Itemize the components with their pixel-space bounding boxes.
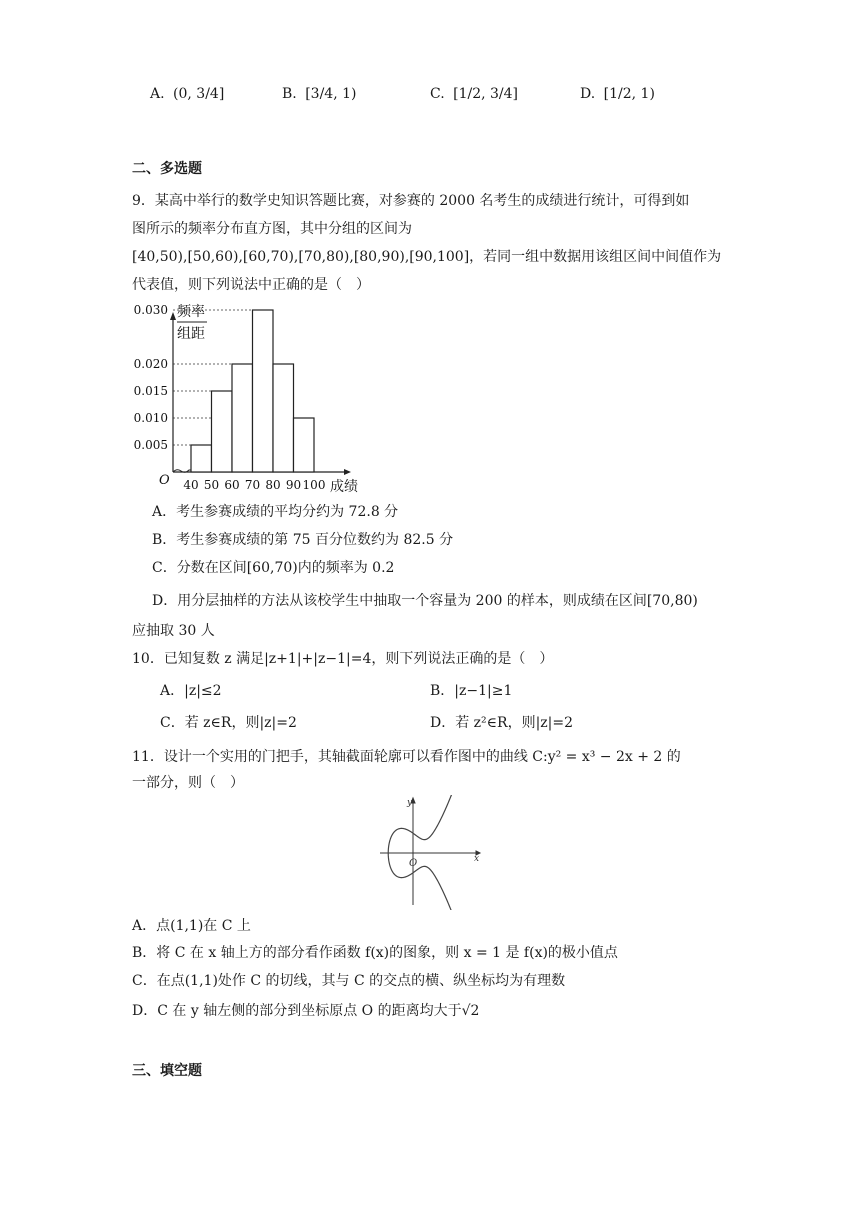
histogram-x-tick-label-6: 100 (302, 478, 326, 492)
q8-option-c: C. [1/2, 3/4] (430, 86, 519, 102)
q11-option-c: C．在点(1,1)处作 C 的切线，其与 C 的交点的横、纵坐标均为有理数 (132, 973, 566, 989)
curve-y-axis-label: y (407, 798, 413, 808)
q9-stem-line-1: 9．某高中举行的数学史知识答题比赛，对参赛的 2000 名考生的成绩进行统计，可得到如 (132, 193, 690, 209)
q8-option-a: A. (0, 3/4] (150, 86, 225, 102)
histogram-bar-3 (253, 310, 274, 472)
histogram-y-tick-label-0: 0.005 (133, 438, 168, 452)
histogram-y-tick-label-4: 0.030 (133, 303, 168, 317)
q11-stem-line-1: 11．设计一个实用的门把手，其轴截面轮廓可以看作图中的曲线 C:y² = x³ − 2x + 2 的 (132, 749, 681, 765)
frequency-histogram (125, 300, 385, 500)
curve-graph (378, 795, 483, 910)
q11-stem-line-2: 一部分，则（ ） (132, 775, 244, 791)
histogram-x-tick-label-0: 40 (183, 478, 199, 492)
q10-option-d: D．若 z²∈R，则|z|=2 (430, 715, 574, 731)
histogram-x-axis-label: 成绩 (330, 479, 358, 495)
histogram-y-axis-arrow (170, 312, 176, 320)
histogram-x-tick-label-4: 80 (265, 478, 281, 492)
q8-option-b: B. [3/4, 1) (282, 86, 357, 102)
q10-stem: 10．已知复数 z 满足|z+1|+|z−1|=4，则下列说法正确的是（ ） (132, 651, 554, 667)
q10-option-a: A．|z|≤2 (160, 683, 222, 699)
histogram-x-axis-arrow (344, 469, 351, 475)
histogram-x-tick-label-2: 60 (224, 478, 240, 492)
histogram-y-tick-label-3: 0.020 (133, 357, 168, 371)
q9-stem-line-3: [40,50),[50,60),[60,70),[70,80),[80,90),[90,100]，若同一组中数据用该组区间中间值作为 (132, 249, 722, 265)
curve-origin-label: O (409, 858, 418, 869)
q10-option-c: C．若 z∈R，则|z|=2 (160, 715, 297, 731)
histogram-x-tick-label-5: 90 (285, 478, 302, 492)
q9-option-d-line-1: D．用分层抽样的方法从该校学生中抽取一个容量为 200 的样本，则成绩在区间[70,80) (152, 593, 698, 609)
histogram-y-label-numerator: 频率 (177, 304, 205, 320)
histogram-y-tick-label-2: 0.015 (133, 384, 168, 398)
histogram-origin-label: O (159, 473, 170, 488)
section-title-multiple-choice: 二、多选题 (132, 161, 202, 177)
histogram-bar-0 (191, 445, 212, 472)
histogram-bar-5 (294, 418, 315, 472)
q9-option-b: B．考生参赛成绩的第 75 百分位数约为 82.5 分 (152, 532, 454, 548)
section-title-fill-in: 三、填空题 (132, 1063, 202, 1079)
histogram-y-tick-label-1: 0.010 (133, 411, 168, 425)
histogram-bar-4 (273, 364, 294, 472)
q11-option-b: B．将 C 在 x 轴上方的部分看作函数 f(x)的图象，则 x = 1 是 f(x)的极小值点 (132, 945, 618, 961)
histogram-x-tick-label-3: 70 (244, 478, 261, 492)
q9-stem-line-2: 图所示的频率分布直方图，其中分组的区间为 (132, 221, 412, 237)
q11-option-d: D．C 在 y 轴左侧的部分到坐标原点 O 的距离均大于√2 (132, 1003, 480, 1019)
q9-option-d-line-2: 应抽取 30 人 (132, 623, 215, 639)
histogram-x-tick-label-1: 50 (203, 478, 220, 492)
histogram-bar-2 (232, 364, 253, 472)
curve-x-axis-label: x (474, 854, 480, 864)
q9-option-a: A．考生参赛成绩的平均分约为 72.8 分 (152, 504, 399, 520)
q11-option-a: A．点(1,1)在 C 上 (132, 918, 251, 934)
q9-option-c: C．分数在区间[60,70)内的频率为 0.2 (152, 560, 395, 576)
histogram-bar-1 (212, 391, 233, 472)
histogram-y-label-denominator: 组距 (177, 326, 205, 342)
q10-option-b: B．|z−1|≥1 (430, 683, 513, 699)
q9-stem-line-4: 代表值，则下列说法中正确的是（ ） (132, 277, 370, 293)
q8-option-d: D. [1/2, 1) (580, 86, 655, 102)
